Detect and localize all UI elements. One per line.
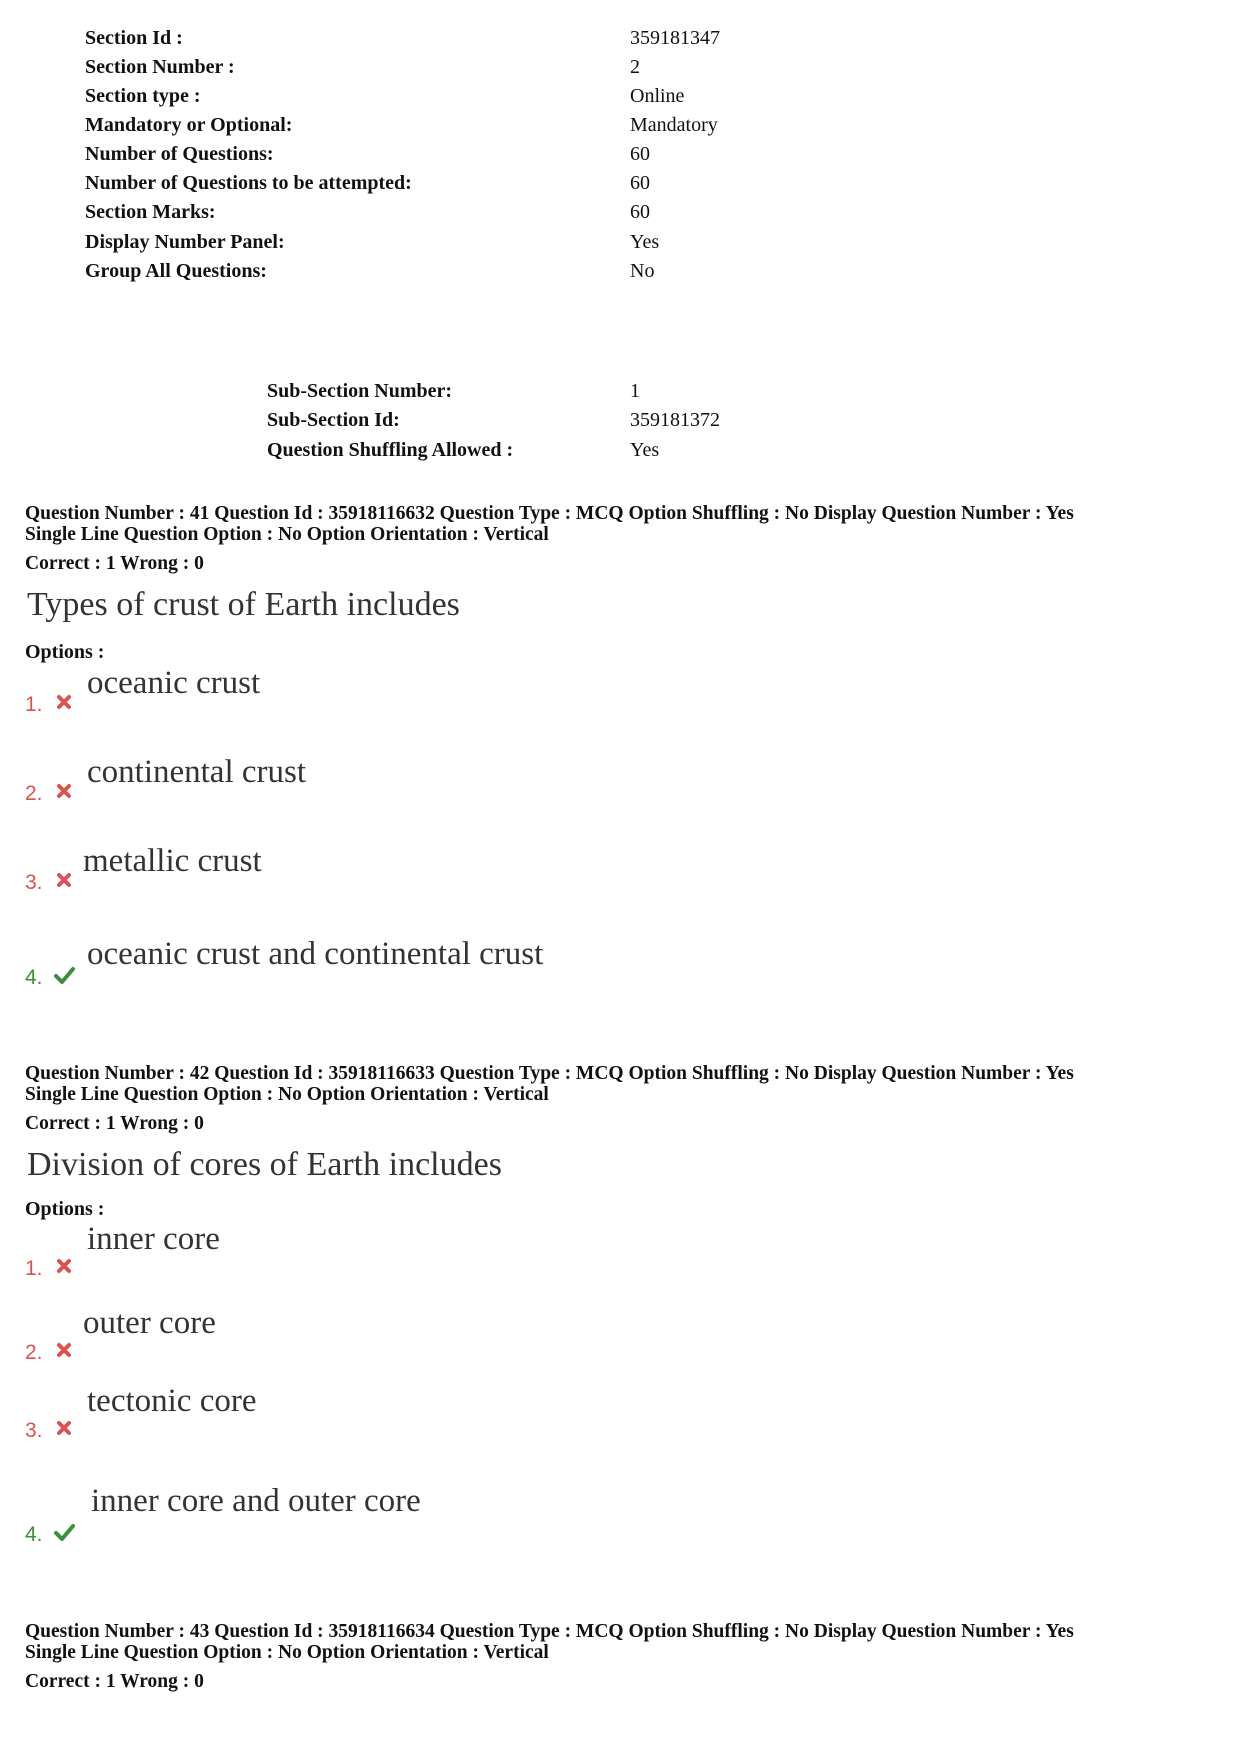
cross-icon <box>53 1417 75 1439</box>
option-number: 1. <box>25 1257 43 1280</box>
option-item <box>25 1221 725 1281</box>
question-meta-2: Single Line Question Option : No Option Orientation : Vertical <box>25 524 549 545</box>
subsection-number-value: 1 <box>630 380 640 402</box>
question-marks: Correct : 1 Wrong : 0 <box>25 1671 204 1692</box>
option-item <box>25 1483 725 1547</box>
cross-icon <box>53 780 75 802</box>
section-id-value: 359181347 <box>630 27 720 49</box>
section-id-label: Section Id : <box>85 27 183 49</box>
display-panel-label: Display Number Panel: <box>85 231 285 253</box>
option-item <box>25 1305 725 1365</box>
option-number: 3. <box>25 1419 43 1442</box>
question-text: Division of cores of Earth includes <box>27 1146 502 1183</box>
section-type-label: Section type : <box>85 85 201 107</box>
mandatory-value: Mandatory <box>630 114 718 136</box>
subsection-number-label: Sub-Section Number: <box>267 380 453 402</box>
option-item <box>25 835 725 895</box>
question-meta-2: Single Line Question Option : No Option Orientation : Vertical <box>25 1084 549 1105</box>
num-attempted-label: Number of Questions to be attempted: <box>85 172 412 194</box>
section-marks-value: 60 <box>630 201 650 223</box>
num-attempted-value: 60 <box>630 172 650 194</box>
option-text: tectonic core <box>87 1383 257 1419</box>
display-panel-value: Yes <box>630 231 660 253</box>
num-questions-value: 60 <box>630 143 650 165</box>
option-text: continental crust <box>87 754 307 790</box>
question-meta: Question Number : 42 Question Id : 35918116633 Question Type : MCQ Option Shuffling : No Display Question Number : Yes <box>25 1063 1074 1084</box>
question-text: Types of crust of Earth includes <box>27 586 460 623</box>
section-number-value: 2 <box>630 56 640 78</box>
subsection-id-label: Sub-Section Id: <box>267 409 400 431</box>
shuffling-label: Question Shuffling Allowed : <box>267 439 514 461</box>
option-text: oceanic crust and continental crust <box>87 936 544 972</box>
cross-icon <box>53 691 75 713</box>
option-number: 4. <box>25 966 43 989</box>
options-label: Options : <box>25 1198 105 1220</box>
section-marks-label: Section Marks: <box>85 201 216 223</box>
group-all-value: No <box>630 260 655 282</box>
option-text: oceanic crust <box>87 665 261 701</box>
option-text: inner core and outer core <box>91 1483 421 1519</box>
section-type-value: Online <box>630 85 685 107</box>
question-meta: Question Number : 41 Question Id : 35918116632 Question Type : MCQ Option Shuffling : No Display Question Number : Yes <box>25 503 1074 524</box>
mandatory-label: Mandatory or Optional: <box>85 114 293 136</box>
cross-icon <box>53 869 75 891</box>
option-item <box>25 930 725 990</box>
option-text: metallic crust <box>83 843 262 879</box>
option-item <box>25 657 725 717</box>
option-text: inner core <box>87 1221 220 1257</box>
question-marks: Correct : 1 Wrong : 0 <box>25 553 204 574</box>
option-number: 1. <box>25 693 43 716</box>
option-item <box>25 746 725 806</box>
question-marks: Correct : 1 Wrong : 0 <box>25 1113 204 1134</box>
cross-icon <box>53 1339 75 1361</box>
section-number-label: Section Number : <box>85 56 235 78</box>
check-icon <box>53 1521 75 1543</box>
option-number: 2. <box>25 782 43 805</box>
cross-icon <box>53 1255 75 1277</box>
options-label: Options : <box>25 641 105 663</box>
question-meta: Question Number : 43 Question Id : 35918116634 Question Type : MCQ Option Shuffling : No Display Question Number : Yes <box>25 1621 1074 1642</box>
question-meta-2: Single Line Question Option : No Option Orientation : Vertical <box>25 1642 549 1663</box>
option-number: 2. <box>25 1341 43 1364</box>
shuffling-value: Yes <box>630 439 660 461</box>
option-text: outer core <box>83 1305 216 1341</box>
group-all-label: Group All Questions: <box>85 260 267 282</box>
subsection-id-value: 359181372 <box>630 409 720 431</box>
check-icon <box>53 964 75 986</box>
option-number: 3. <box>25 871 43 894</box>
option-number: 4. <box>25 1523 43 1546</box>
option-item <box>25 1383 725 1443</box>
num-questions-label: Number of Questions: <box>85 143 274 165</box>
